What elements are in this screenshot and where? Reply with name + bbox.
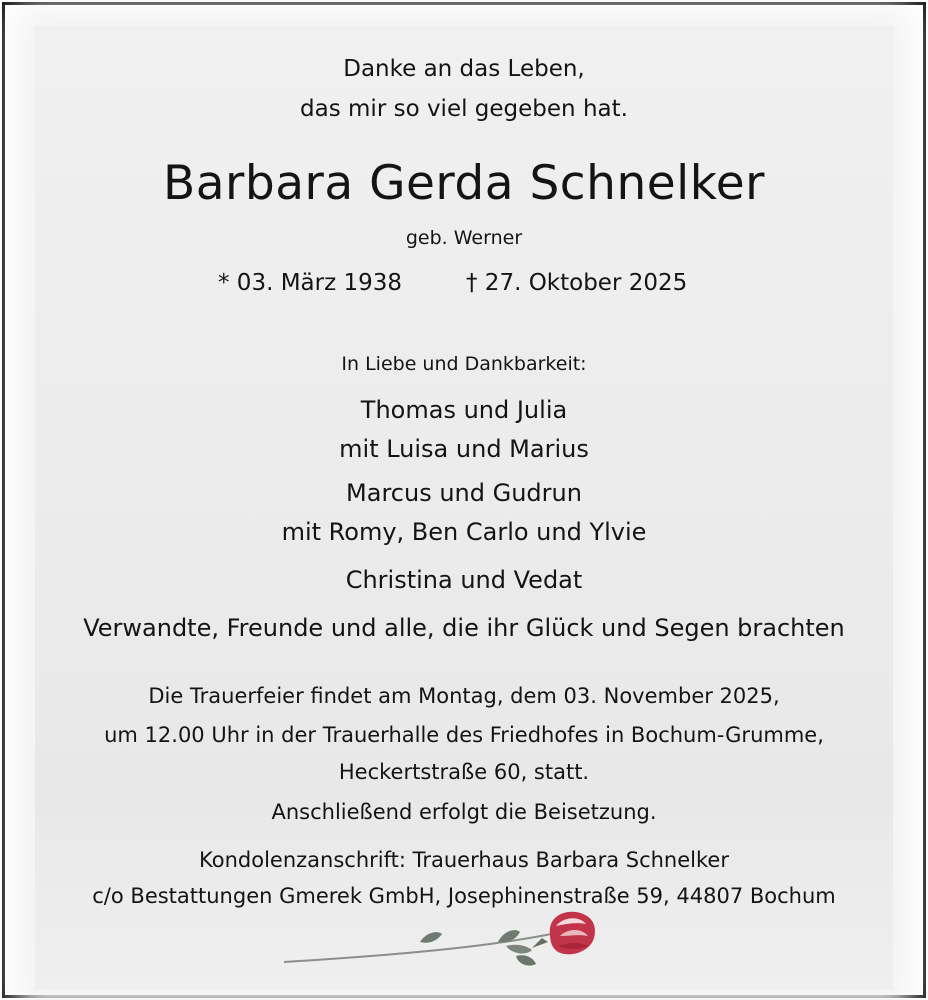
rose-leaf <box>506 945 532 954</box>
life-dates <box>0 270 928 300</box>
service-line-1: Die Trauerfeier findet am Montag, dem 03. November 2025, <box>148 684 780 708</box>
rose-icon <box>280 908 610 976</box>
service-line-3: Heckertstraße 60, statt. <box>338 760 590 784</box>
condolence-line-2: c/o Bestattungen Gmerek GmbH, Josephinenstraße 59, 44807 Bochum <box>92 884 836 908</box>
family-group-1-line-1: Thomas und Julia <box>360 396 568 424</box>
mourners-intro: In Liebe und Dankbarkeit: <box>341 353 587 375</box>
other-mourners: Verwandte, Freunde und alle, die ihr Glück und Segen brachten <box>83 614 845 642</box>
family-group-1-line-2: mit Luisa und Marius <box>339 435 589 463</box>
birth-date: * 03. März 1938 <box>218 270 403 296</box>
family-group-2-line-1: Marcus und Gudrun <box>346 479 582 507</box>
family-group-3-line-1: Christina und Vedat <box>345 566 583 594</box>
burial-note: Anschließend erfolgt die Beisetzung. <box>271 800 657 824</box>
motto-line-1: Danke an das Leben, <box>343 56 585 82</box>
deceased-name: Barbara Gerda Schnelker <box>163 156 765 211</box>
service-line-2: um 12.00 Uhr in der Trauerhalle des Friedhofes in Bochum-Grumme, <box>104 723 824 747</box>
rose-leaf <box>420 932 442 943</box>
condolence-line-1: Kondolenzanschrift: Trauerhaus Barbara Schnelker <box>199 848 729 872</box>
death-date: † 27. Oktober 2025 <box>466 270 688 296</box>
motto-line-2: das mir so viel gegeben hat. <box>300 96 628 122</box>
maiden-name: geb. Werner <box>405 227 523 249</box>
family-group-2-line-2: mit Romy, Ben Carlo und Ylvie <box>281 518 647 546</box>
rose-leaf <box>516 955 536 965</box>
